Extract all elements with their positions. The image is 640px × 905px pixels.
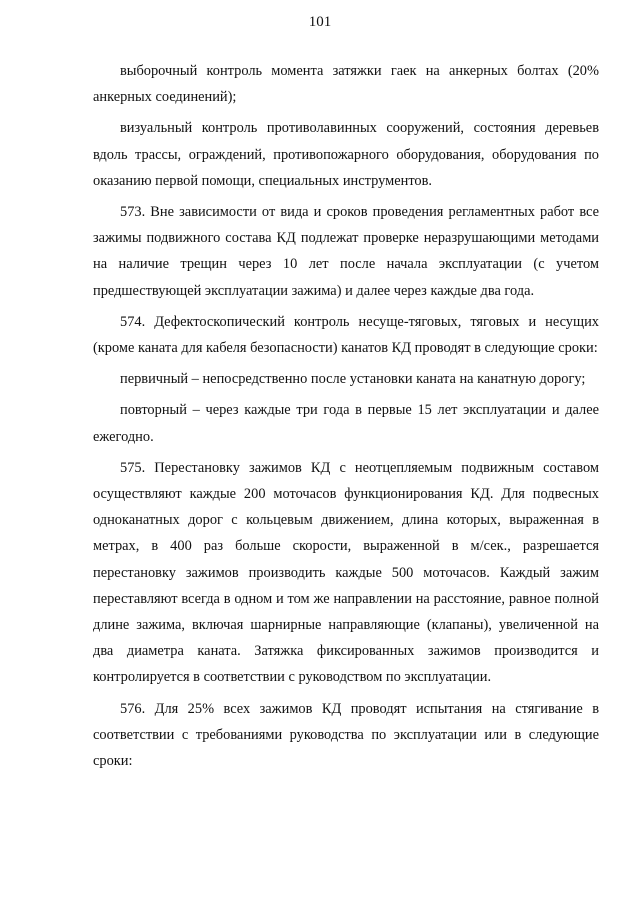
paragraph-576: 576. Для 25% всех зажимов КД проводят испытания на стягивание в соответствии с требованиями руководства по эксплуатации или в следующие сроки: (93, 700, 599, 770)
paragraph-visual-inspection: визуальный контроль противолавинных сооружений, состояния деревьев вдоль трассы, ограждений, противопожарного оборудования, оборудования по оказанию первой помощи, специальных инструментов. (93, 120, 599, 189)
document-body (93, 58, 599, 774)
paragraph-574: 574. Дефектоскопический контроль несуще-тяговых, тяговых и несущих (кроме каната для кабеля безопасности) канатов КД проводят в следующие сроки: (93, 313, 599, 357)
paragraph-primary: первичный – непосредственно после установки каната на канатную дорогу; (120, 371, 586, 388)
paragraph-repeat: повторный – через каждые три года в первые 15 лет эксплуатации и далее ежегодно. (93, 402, 599, 445)
paragraph-575: 575. Перестановку зажимов КД с неотцепляемым подвижным составом осуществляют каждые 200 моточасов функционирования КД. Для подвесных одноканатных дорог с кольцевым движением, длина которых, выраженная в метрах, в 400 раз больше скорости, выраженной в м/сек., разрешается перестановку зажимов производить каждые 500 моточасов. Каждый зажим переставляют всегда в одном и том же направлении на расстояние, равное полной длине зажима, включая шарнирные направляющие (клапаны), увеличенной на два диаметра каната. Затяжка фиксированных зажимов производится и контролируется в соответствии с руководством по эксплуатации. (93, 459, 599, 686)
page-number: 101 (308, 14, 332, 30)
paragraph-573: 573. Вне зависимости от вида и сроков проведения регламентных работ все зажимы подвижного состава КД подлежат проверке неразрушающими методами на наличие трещин через 10 лет после начала эксплуатации (с учетом предшествующей эксплуатации зажима) и далее через каждые два года. (93, 204, 599, 299)
paragraph-anchor-bolts: выборочный контроль момента затяжки гаек на анкерных болтах (20% анкерных соединений); (93, 63, 599, 106)
